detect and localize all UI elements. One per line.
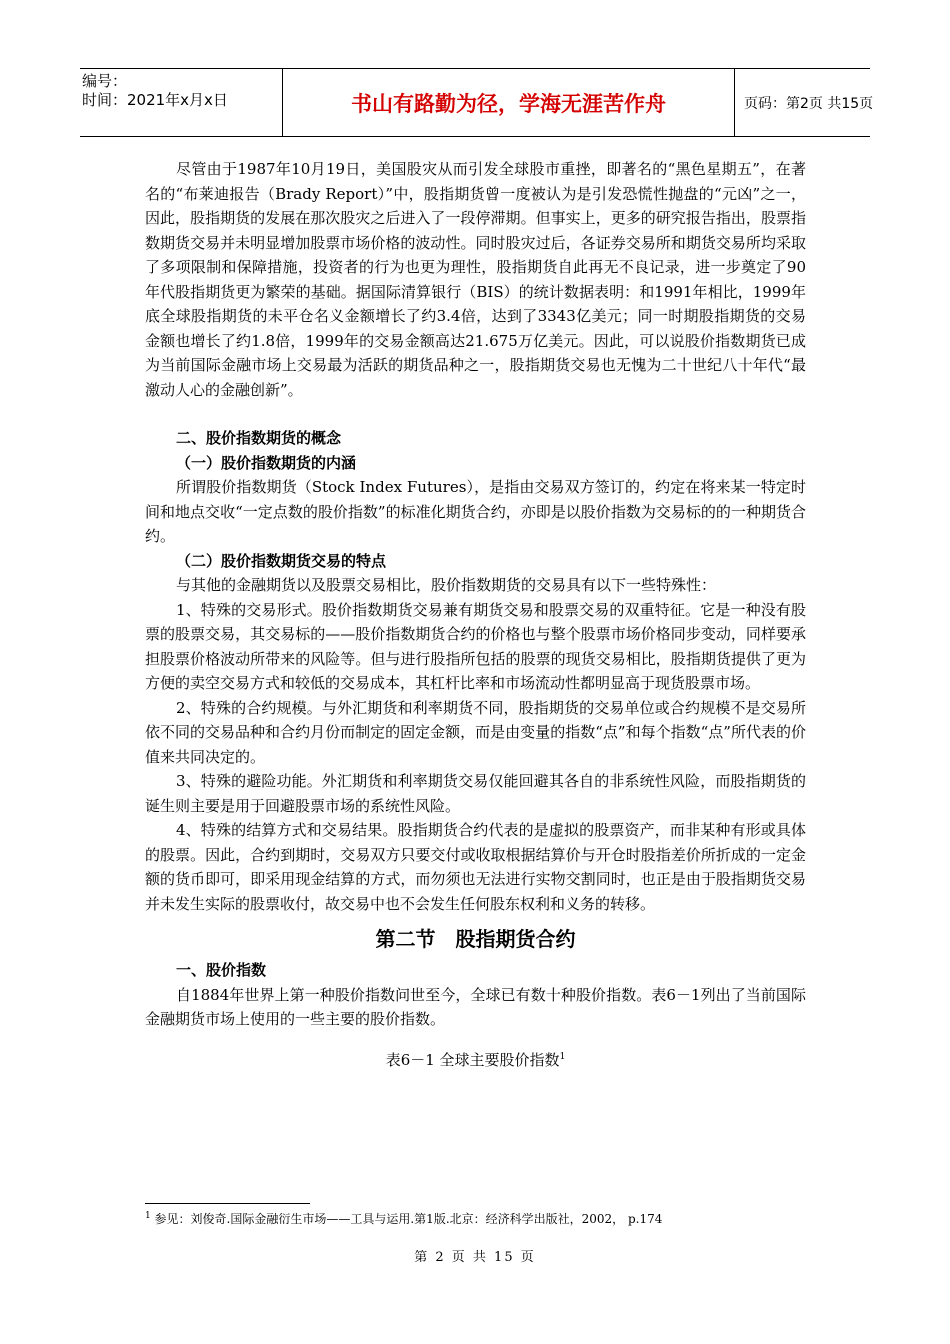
section-heading: 一、股价指数 — [176, 961, 267, 979]
paragraph: 自1884年世界上第一种股价指数问世至今，全球已有数十种股价指数。表6－1列出了当前国际金融期货市场上使用的一些主要的股价指数。 — [145, 985, 806, 1028]
blank-line — [145, 402, 806, 426]
footnote-text: 参见：刘俊奇.国际金融衍生市场——工具与运用.第1版.北京：经济科学出版社，2002， p.174 — [150, 1212, 663, 1226]
table-caption-text: 表6－1 全球主要股价指数 — [385, 1050, 560, 1069]
header-motto: 书山有路勤为径，学海无涯苦作舟 — [282, 69, 735, 136]
header-meta — [80, 69, 282, 136]
paragraph: 3、特殊的避险功能。外汇期货和利率期货交易仅能回避其各自的非系统性风险，而股指期货的诞生则主要是用于回避股票市场的系统性风险。 — [145, 772, 806, 815]
footnote-reference[interactable]: 1 — [559, 1051, 566, 1062]
document-date-label: 时间：2021年x月x日 — [82, 91, 228, 109]
paragraph: 4、特殊的结算方式和交易结果。股指期货合约代表的是虚拟的股票资产，而非某种有形或具体的股票。因此，合约到期时，交易双方只要交付或收取根据结算价与开仓时股指差价所折成的一定金额的货币即可，即采用现金结算的方式，而勿须也无法进行实物交割同时，也正是由于股指期货交易并未发生实际的股票收付，故交易中也不会发生任何股东权利和义务的转移。 — [145, 821, 806, 913]
chapter-section-title: 第二节 股指期货合约 — [375, 927, 576, 951]
document-body — [145, 157, 806, 1072]
document-number-label: 编号： — [82, 72, 128, 90]
page-header — [80, 68, 874, 137]
paragraph: 所谓股价指数期货（Stock Index Futures），是指由交易双方签订的，约定在将来某一特定时间和地点交收“一定点数的股价指数”的标准化期货合约，亦即是以股价指数为交易标的的一种期货合约。 — [145, 478, 806, 545]
footnote-mark: 1 — [145, 1211, 151, 1221]
footnote-separator — [145, 1203, 310, 1204]
section-heading: 二、股价指数期货的概念 — [176, 429, 342, 447]
paragraph: 尽管由于1987年10月19日，美国股灾从而引发全球股市重挫，即著名的“黑色星期五”，在著名的“布莱迪报告（Brady Report）”中，股指期货曾一度被认为是引发恐慌性抛盘的“元凶”之一，因此，股指期货的发展在那次股灾之后进入了一段停滞期。但事实上，更多的研究报告指出，股票指数期货交易并未明显增加股票市场价格的波动性。同时股灾过后，各证券交易所和期货交易所均采取了多项限制和保障措施，投资者的行为也更为理性，股指期货自此再无不良记录，进一步奠定了90年代股指期货更为繁荣的基础。据国际清算银行（BIS）的统计数据表明：和1991年相比，1999年底全球股指期货的未平仓名义金额增长了约3.4倍，达到了3343亿美元；同一时期股指期货的交易金额也增长了约1.8倍，1999年的交易金额高达21.675万亿美元。因此，可以说股价指数期货已成为当前国际金融市场上交易最为活跃的期货品种之一，股指期货交易也无愧为二十世纪八十年代“最激动人心的金融创新”。 — [145, 160, 806, 399]
subsection-heading: （二）股价指数期货交易的特点 — [176, 551, 387, 570]
paragraph: 2、特殊的合约规模。与外汇期货和利率期货不同，股指期货的交易单位或合约规模不是交易所依不同的交易品种和合约月份而制定的固定金额，而是由变量的指数“点”和每个指数“点”所代表的价值来共同决定的。 — [145, 698, 806, 766]
paragraph: 1、特殊的交易形式。股价指数期货交易兼有期货交易和股票交易的双重特征。它是一种没有股票的股票交易，其交易标的——股价指数期货合约的价格也与整个股票市场价格同步变动，同样要承担股票价格波动所带来的风险等。但与进行股指所包括的股票的现货交易相比，股指期货提供了更为方便的卖空交易方式和较低的交易成本，其杠杆比率和市场流动性都明显高于现货股票市场。 — [145, 600, 806, 692]
paragraph: 与其他的金融期货以及股票交易相比，股价指数期货的交易具有以下一些特殊性： — [176, 576, 717, 594]
table-caption — [145, 1048, 806, 1072]
subsection-heading: （一）股价指数期货的内涵 — [176, 453, 357, 472]
page-footer: 第 2 页 共 15 页 — [414, 1250, 536, 1265]
header-page-info: 页码：第2页 共15页 — [744, 95, 874, 112]
footnote — [145, 1210, 662, 1228]
